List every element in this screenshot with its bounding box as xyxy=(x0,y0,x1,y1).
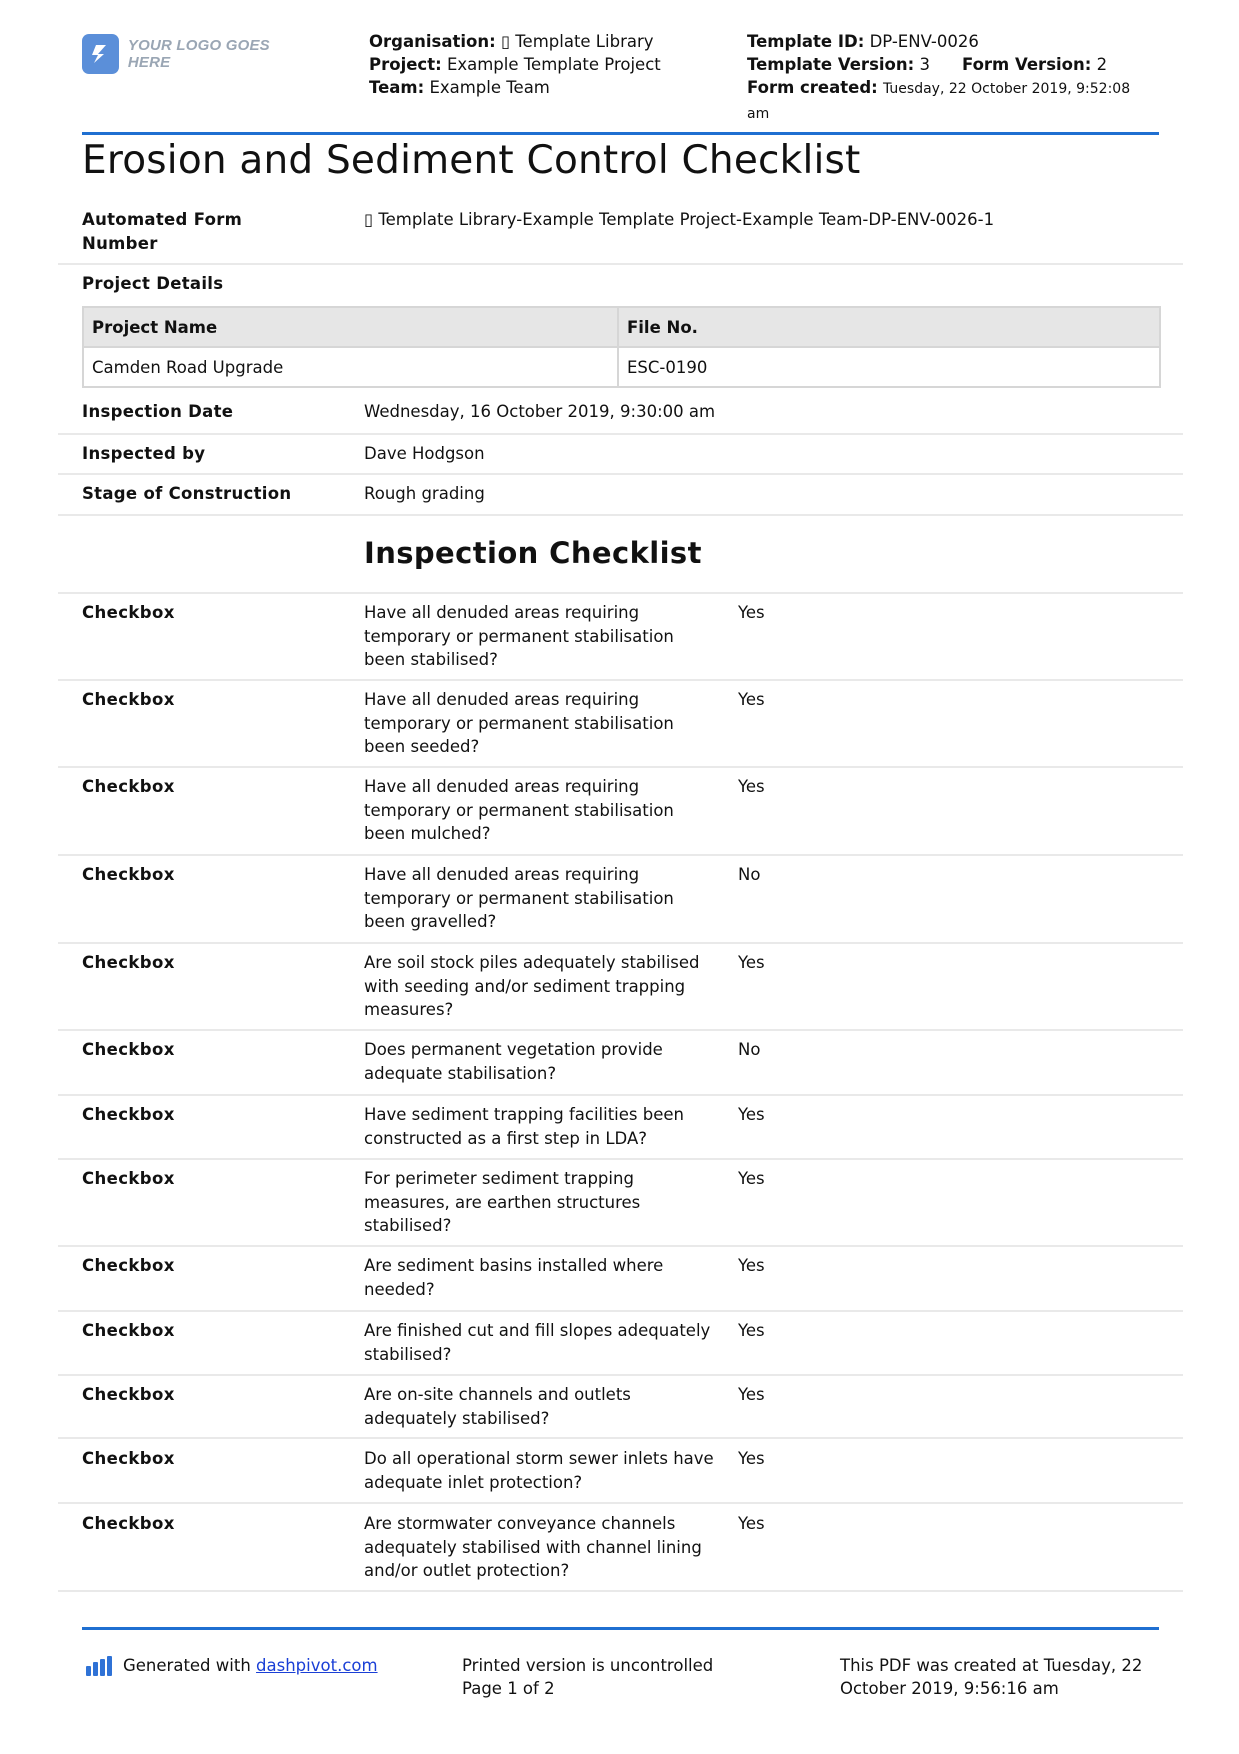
divider xyxy=(58,473,1183,475)
project-value: Example Template Project xyxy=(446,55,661,74)
table-header-row xyxy=(83,307,1160,347)
divider xyxy=(58,1158,1183,1160)
checklist-item-type: Checkbox xyxy=(82,690,175,709)
divider xyxy=(58,1437,1183,1439)
checklist-item-answer: Yes xyxy=(738,603,765,622)
dashpivot-bars-icon xyxy=(86,1656,114,1676)
team-label: Team: xyxy=(369,78,425,97)
checklist-item-answer: Yes xyxy=(738,690,765,709)
divider xyxy=(58,514,1183,516)
divider xyxy=(58,433,1183,435)
checklist-item-type: Checkbox xyxy=(82,1385,175,1404)
checklist-item-type: Checkbox xyxy=(82,777,175,796)
checklist-item-question: Do all operational storm sewer inlets have adequate inlet protection? xyxy=(364,1449,714,1492)
checklist-item-question: Are stormwater conveyance channels adequately stabilised with channel lining and/or outlet protection? xyxy=(364,1514,702,1580)
inspected-by-value: Dave Hodgson xyxy=(364,444,485,463)
divider xyxy=(58,766,1183,768)
checklist-item-answer: Yes xyxy=(738,1105,765,1124)
divider xyxy=(58,1094,1183,1096)
checklist-item-answer: Yes xyxy=(738,1449,765,1468)
checklist-item-question: Have all denuded areas requiring temporary or permanent stabilisation been gravelled? xyxy=(364,865,674,931)
stage-of-construction-label: Stage of Construction xyxy=(82,484,292,503)
page-title: Erosion and Sediment Control Checklist xyxy=(82,138,861,183)
inspection-date-value: Wednesday, 16 October 2019, 9:30:00 am xyxy=(364,402,716,421)
stage-of-construction-value: Rough grading xyxy=(364,484,485,503)
checklist-item-type: Checkbox xyxy=(82,603,175,622)
organisation-value: ▯ Template Library xyxy=(500,32,654,51)
checklist-item-answer: Yes xyxy=(738,777,765,796)
template-id-value: DP-ENV-0026 xyxy=(869,32,979,51)
project-label: Project: xyxy=(369,55,442,74)
company-logo xyxy=(82,33,302,75)
checklist-item-type: Checkbox xyxy=(82,865,175,884)
checklist-item-question: Have all denuded areas requiring temporary or permanent stabilisation been mulched? xyxy=(364,777,674,843)
footer-divider xyxy=(82,1627,1159,1630)
checklist-item-question: Are sediment basins installed where needed? xyxy=(364,1256,664,1299)
checklist-item-answer: Yes xyxy=(738,1321,765,1340)
checklist-item-type: Checkbox xyxy=(82,1449,175,1468)
checklist-item-question: Have all denuded areas requiring temporary or permanent stabilisation been stabilised? xyxy=(364,603,674,669)
divider xyxy=(58,1374,1183,1376)
template-id-label: Template ID: xyxy=(747,32,865,51)
checklist-item-question: Are soil stock piles adequately stabilised with seeding and/or sediment trapping measures? xyxy=(364,953,700,1019)
checklist-item-question: Does permanent vegetation provide adequate stabilisation? xyxy=(364,1040,663,1083)
header-org-block xyxy=(369,30,661,99)
checklist-item-type: Checkbox xyxy=(82,1256,175,1275)
divider xyxy=(58,942,1183,944)
footer-middle xyxy=(462,1654,713,1700)
divider xyxy=(58,1590,1183,1592)
checklist-item-answer: Yes xyxy=(738,953,765,972)
checklist-item-type: Checkbox xyxy=(82,1040,175,1059)
checklist-item-question: Are on-site channels and outlets adequately stabilised? xyxy=(364,1385,631,1428)
footer-generated xyxy=(86,1654,378,1677)
header-template-block xyxy=(747,30,1147,126)
uncontrolled-note: Printed version is uncontrolled xyxy=(462,1656,714,1675)
divider xyxy=(58,263,1183,265)
logo-mark-icon xyxy=(82,34,119,74)
checklist-item-type: Checkbox xyxy=(82,1169,175,1188)
divider xyxy=(58,854,1183,856)
divider xyxy=(58,592,1183,594)
organisation-label: Organisation: xyxy=(369,32,496,51)
form-created-label: Form created: xyxy=(747,78,878,97)
checklist-item-answer: No xyxy=(738,865,761,884)
generated-prefix: Generated with xyxy=(123,1656,251,1675)
checklist-item-answer: Yes xyxy=(738,1385,765,1404)
form-version-value: 2 xyxy=(1096,55,1108,74)
form-version-label: Form Version: xyxy=(961,55,1092,74)
logo-text: YOUR LOGO GOES HERE xyxy=(127,37,270,71)
header-divider xyxy=(82,132,1159,135)
project-details-table xyxy=(82,306,1161,388)
table-row xyxy=(83,347,1160,387)
checklist-item-answer: No xyxy=(738,1040,761,1059)
divider xyxy=(58,1310,1183,1312)
checklist-item-type: Checkbox xyxy=(82,1514,175,1533)
dashpivot-link[interactable]: dashpivot.com xyxy=(256,1656,378,1675)
pdf-created-note: This PDF was created at Tuesday, 22 October 2019, 9:56:16 am xyxy=(840,1656,1143,1698)
column-header: Project Name xyxy=(83,307,618,347)
checklist-item-type: Checkbox xyxy=(82,1321,175,1340)
checklist-item-answer: Yes xyxy=(738,1256,765,1275)
project-details-label: Project Details xyxy=(82,274,224,293)
checklist-item-question: Have sediment trapping facilities been constructed as a first step in LDA? xyxy=(364,1105,684,1148)
divider xyxy=(58,1245,1183,1247)
inspection-checklist-title: Inspection Checklist xyxy=(364,536,702,570)
divider xyxy=(58,1502,1183,1504)
checklist-item-question: For perimeter sediment trapping measures, are earthen structures stabilised? xyxy=(364,1169,641,1235)
inspected-by-label: Inspected by xyxy=(82,444,206,463)
table-cell: ESC-0190 xyxy=(618,347,1160,387)
column-header: File No. xyxy=(618,307,1160,347)
automated-form-number-label: Automated Form Number xyxy=(82,210,243,253)
divider xyxy=(58,679,1183,681)
checklist-item-question: Have all denuded areas requiring temporary or permanent stabilisation been seeded? xyxy=(364,690,674,756)
team-value: Example Team xyxy=(429,78,550,97)
template-version-label: Template Version: xyxy=(747,55,915,74)
automated-form-number-value: ▯ Template Library-Example Template Project-Example Team-DP-ENV-0026-1 xyxy=(364,210,995,229)
checklist-item-answer: Yes xyxy=(738,1169,765,1188)
divider xyxy=(58,1029,1183,1031)
table-cell: Camden Road Upgrade xyxy=(83,347,618,387)
checklist-item-question: Are finished cut and fill slopes adequately stabilised? xyxy=(364,1321,711,1364)
inspection-date-label: Inspection Date xyxy=(82,402,234,421)
checklist-item-type: Checkbox xyxy=(82,953,175,972)
checklist-item-answer: Yes xyxy=(738,1514,765,1533)
template-version-value: 3 xyxy=(919,55,930,74)
checklist-item-type: Checkbox xyxy=(82,1105,175,1124)
form-created-value: Tuesday, 22 October 2019, 9:52:08 am xyxy=(747,81,1131,122)
page-number: Page 1 of 2 xyxy=(462,1679,555,1698)
